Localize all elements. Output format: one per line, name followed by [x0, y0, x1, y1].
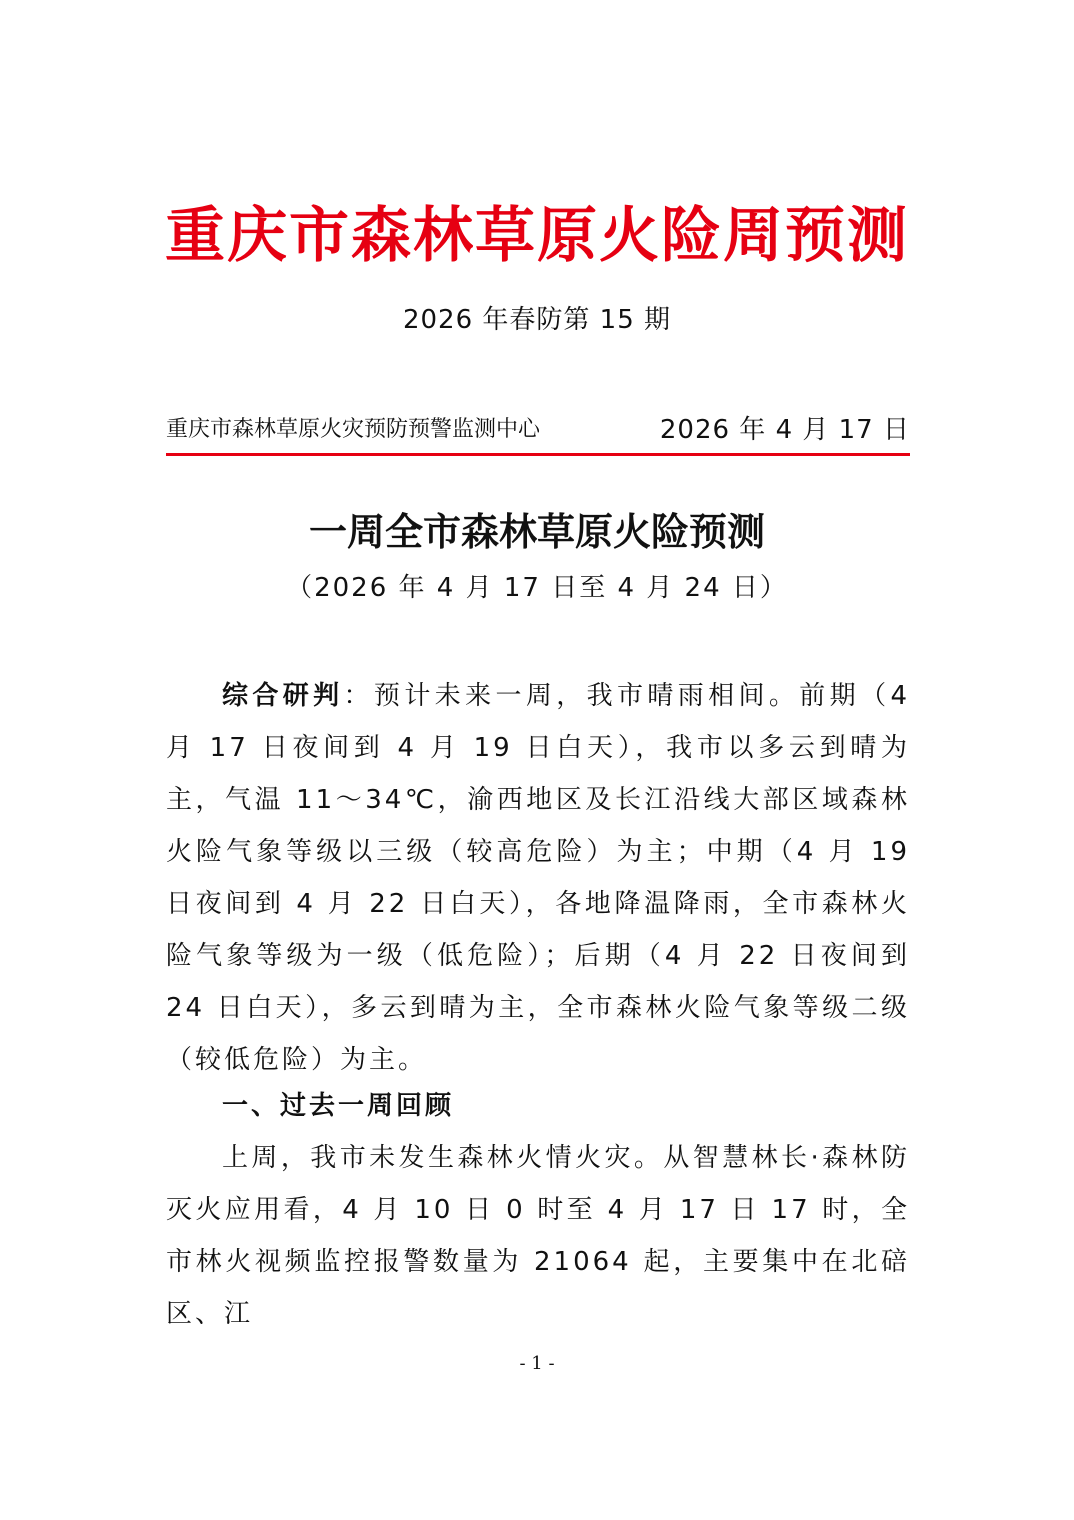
- page-number: - 1 -: [519, 1353, 555, 1374]
- summary-label: 综合研判: [222, 681, 344, 711]
- masthead-title: 重庆市森林草原火险周预测: [165, 201, 909, 271]
- summary-paragraph: [166, 670, 910, 1086]
- issue-number: 2026 年春防第 15 期: [402, 305, 672, 335]
- review-heading: 一、过去一周回顾: [222, 1091, 455, 1121]
- forecast-date-range: （2026 年 4 月 17 日至 4 月 24 日）: [286, 573, 788, 603]
- section-title: 一周全市森林草原火险预测: [308, 509, 765, 554]
- red-divider: [166, 453, 910, 456]
- issuer-row: [166, 410, 910, 450]
- issue-date: 2026 年 4 月 17 日: [659, 415, 910, 445]
- review-paragraph: 上周，我市未发生森林火情火灾。从智慧林长·森林防灭火应用看，4 月 10 日 0 时至 4 月 17 日 17 时，全市林火视频监控报警数量为 21064 起，主要集中在北碚区、江: [166, 1143, 910, 1329]
- issuer-name: 重庆市森林草原火灾预防预警监测中心: [166, 417, 541, 442]
- summary-text: ：预计未来一周，我市晴雨相间。前期（4 月 17 日夜间到 4 月 19 日白天），我市以多云到晴为主，气温 11～34℃，渝西地区及长江沿线大部区域森林火险气象等级以三级（较高危险）为主；中期（4 月 19 日夜间到 4 月 22 日白天），各地降温降雨，全市森林火险气象等级为一级（低危险）；后期（4 月 22 日夜间到 24 日白天），多云到晴为主，全市森林火险气象等级二级（较低危险）为主。: [166, 681, 910, 1075]
